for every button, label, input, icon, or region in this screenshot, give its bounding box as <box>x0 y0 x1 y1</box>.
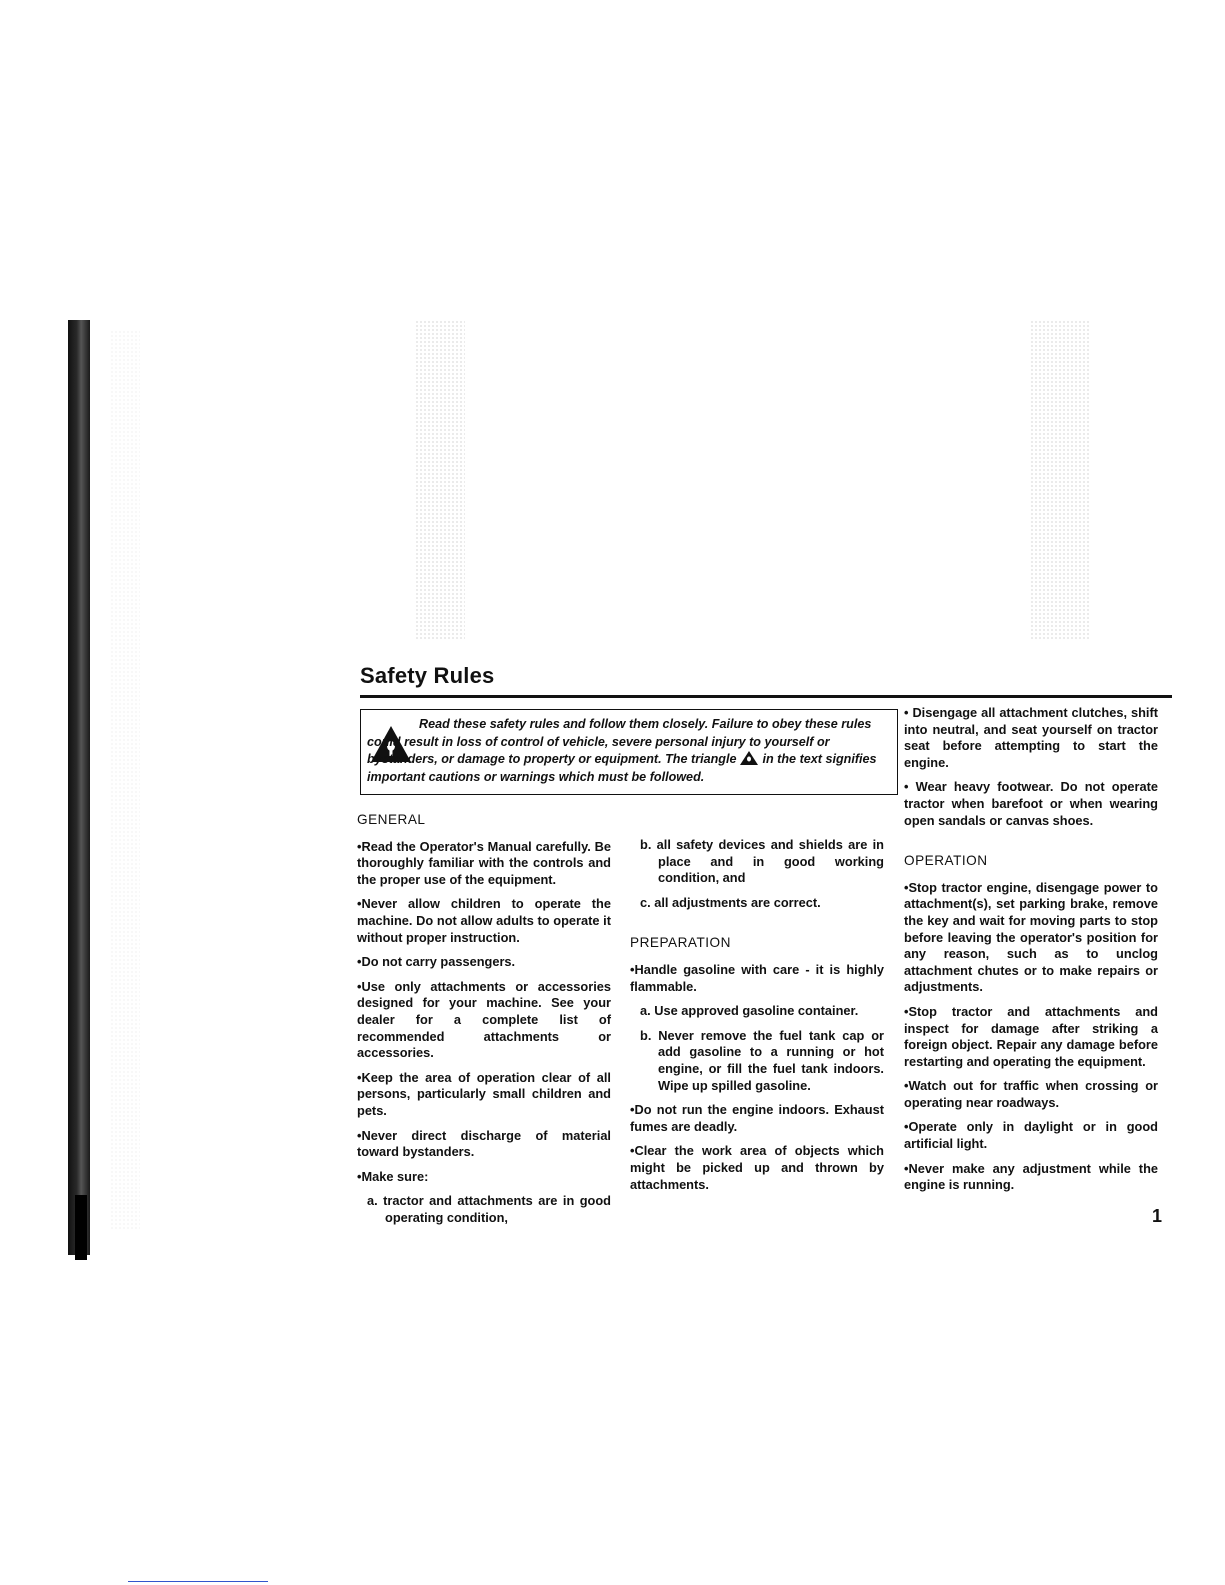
rule-clear-objects: •Clear the work area of objects which might be picked up and thrown by attachments. <box>630 1143 884 1192</box>
rule-daylight: •Operate only in daylight or in good artificial light. <box>904 1119 1158 1152</box>
section-heading-general: GENERAL <box>357 812 426 827</box>
section-heading-preparation: PREPARATION <box>630 935 731 951</box>
binding-notch <box>75 1195 87 1260</box>
scan-link-underline <box>128 1581 268 1582</box>
title-rule <box>360 695 1172 698</box>
scan-noise-margin <box>110 330 140 1230</box>
rule-stop-engine: •Stop tractor engine, disengage power to attachment(s), set parking brake, remove the key and wait for moving parts to stop before leaving the operator's position for any reason, such as to unclog attachment chutes or to make repairs or adjustments. <box>904 879 1158 995</box>
column-preparation <box>630 837 884 1201</box>
column-operation <box>904 705 1158 1202</box>
rule-inspect: •Stop tractor and attachments and inspect for damage after striking a foreign object. Repair any damage before restarting and operating the equipment. <box>904 1003 1158 1069</box>
rule-passengers: •Do not carry passengers. <box>357 954 516 970</box>
scan-noise-left <box>415 320 465 640</box>
rule-read-manual: •Read the Operator's Manual carefully. Be thoroughly familiar with the controls and the proper use of the equipment. <box>357 838 611 887</box>
warning-text <box>367 716 889 786</box>
section-heading-operation: OPERATION <box>904 853 988 869</box>
page-title: Safety Rules <box>360 663 495 688</box>
checklist-item-b: b. all safety devices and shields are in place and in good working condition, and <box>640 837 884 886</box>
spacer <box>904 837 1158 853</box>
rule-discharge: •Never direct discharge of material toward bystanders. <box>357 1127 611 1160</box>
safety-warning-box <box>360 709 898 795</box>
gasoline-item-a: a. Use approved gasoline container. <box>640 1003 859 1019</box>
column-general <box>357 812 611 1234</box>
rule-clear-area: •Keep the area of operation clear of all persons, particularly small children and pets. <box>357 1069 611 1118</box>
gasoline-item-b: b. Never remove the fuel tank cap or add gasoline to a running or hot engine, or fill the fuel tank indoors. Wipe up spilled gasoline. <box>640 1027 884 1093</box>
binding-edge <box>68 320 90 1255</box>
rule-indoors: •Do not run the engine indoors. Exhaust fumes are deadly. <box>630 1102 884 1134</box>
checklist-item-c: c. all adjustments are correct. <box>640 894 821 910</box>
rule-traffic: •Watch out for traffic when crossing or operating near roadways. <box>904 1078 1158 1110</box>
rule-attachments: •Use only attachments or accessories designed for your machine. See your dealer for a complete list of recommended attachments or accessories. <box>357 978 611 1061</box>
rule-footwear: • Wear heavy footwear. Do not operate tractor when barefoot or when wearing open sandals or canvas shoes. <box>904 779 1158 828</box>
spacer <box>630 919 884 935</box>
rule-disengage: • Disengage all attachment clutches, shift into neutral, and seat yourself on tractor seat before attempting to start the engine. <box>904 705 1158 770</box>
warning-text-end: in the text signifies important cautions or warnings which must be followed. <box>367 752 877 784</box>
rule-gasoline: •Handle gasoline with care - it is highly flammable. <box>630 961 884 994</box>
warning-text-main: Read these safety rules and follow them closely. Failure to obey these rules could result in loss of control of vehicle, severe personal injury to yourself or bystanders, or damage to property or equipment. The triangle <box>367 717 872 766</box>
page-number: 1 <box>1152 1206 1163 1226</box>
rule-children: •Never allow children to operate the machine. Do not allow adults to operate it without proper instruction. <box>357 896 611 945</box>
inline-triangle-icon <box>740 751 758 765</box>
checklist-item-a: a. tractor and attachments are in good operating condition, <box>367 1193 611 1225</box>
scan-noise-right <box>1030 320 1090 640</box>
rule-make-sure: •Make sure: <box>357 1168 429 1184</box>
rule-no-adjust: •Never make any adjustment while the engine is running. <box>904 1160 1158 1193</box>
